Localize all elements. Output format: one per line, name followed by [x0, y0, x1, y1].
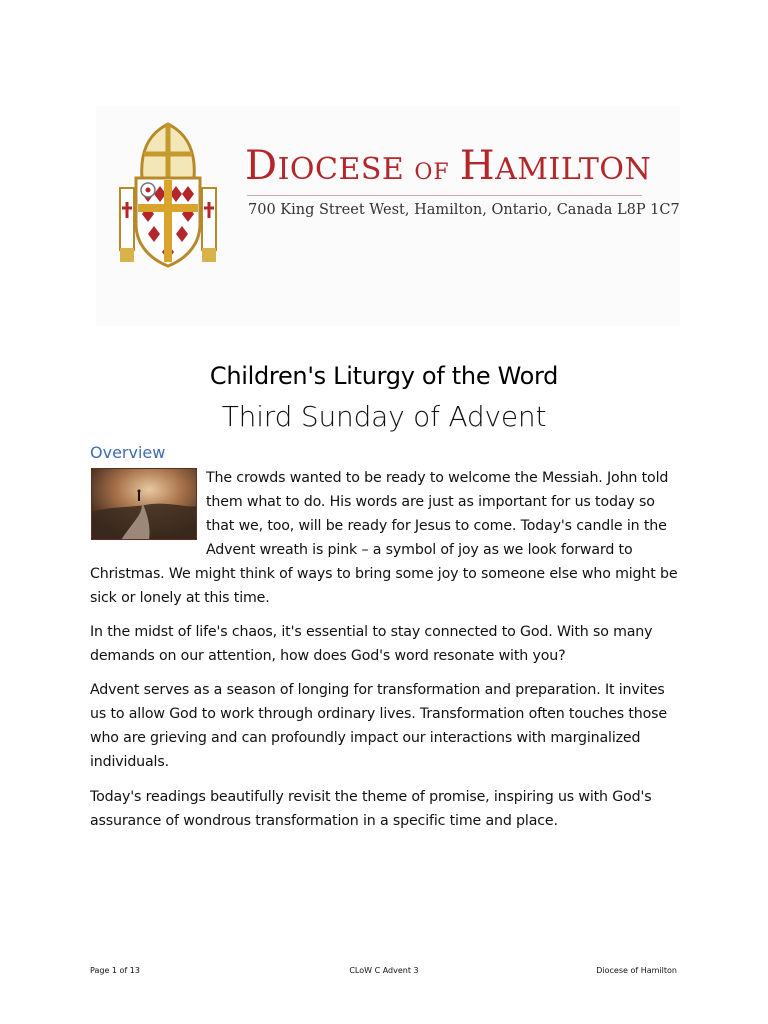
overview-heading: Overview — [90, 443, 166, 462]
diocese-crest-logo — [114, 120, 222, 272]
document-title: Children's Liturgy of the Word — [209, 362, 559, 390]
diocese-address: 700 King Street West, Hamilton, Ontario, Canada L8P 1C7 — [248, 202, 680, 218]
footer-organization: Diocese of Hamilton — [596, 966, 677, 975]
diocese-name-initial-h: H — [459, 143, 496, 189]
diocese-name-word-1: IOCESE — [277, 152, 405, 187]
overview-paragraph-1 — [90, 466, 680, 610]
document-subtitle: Third Sunday of Advent — [221, 400, 547, 433]
overview-paragraph-4: Today's readings beautifully revisit the theme of promise, inspiring us with God's assurance of wondrous transformation in a specific time and place. — [90, 789, 652, 829]
overview-paragraph-2: In the midst of life's chaos, it's essential to stay connected to God. With so many demands on our attention, how does God's word resonate with you? — [90, 624, 653, 664]
overview-paragraph-1-text: The crowds wanted to be ready to welcome the Messiah. John told them what to do. His words are just as important for us today so that we, too, will be ready for Jesus to come. Today's candle in the Advent wreath is pink – a symbol of joy as we look forward to Christmas. We might think of ways to bring some joy to someone else who might be sick or lonely at this time. — [90, 470, 678, 606]
footer-page-number: Page 1 of 13 — [90, 966, 140, 975]
diocese-name-initial-d: D — [245, 143, 278, 189]
diocese-name — [245, 143, 652, 193]
diocese-name-of: OF — [414, 160, 450, 185]
overview-paragraph-3: Advent serves as a season of longing for transformation and preparation. It invites us to allow God to work through ordinary lives. Transformation often touches those who are grieving and can profoundly impact our interactions with marginalized individuals. — [90, 682, 667, 770]
image-wrap-spacer — [90, 466, 206, 562]
footer-document-code: CLoW C Advent 3 — [349, 966, 419, 975]
diocese-name-word-2: AMILTON — [495, 152, 652, 187]
header-divider — [247, 195, 642, 196]
